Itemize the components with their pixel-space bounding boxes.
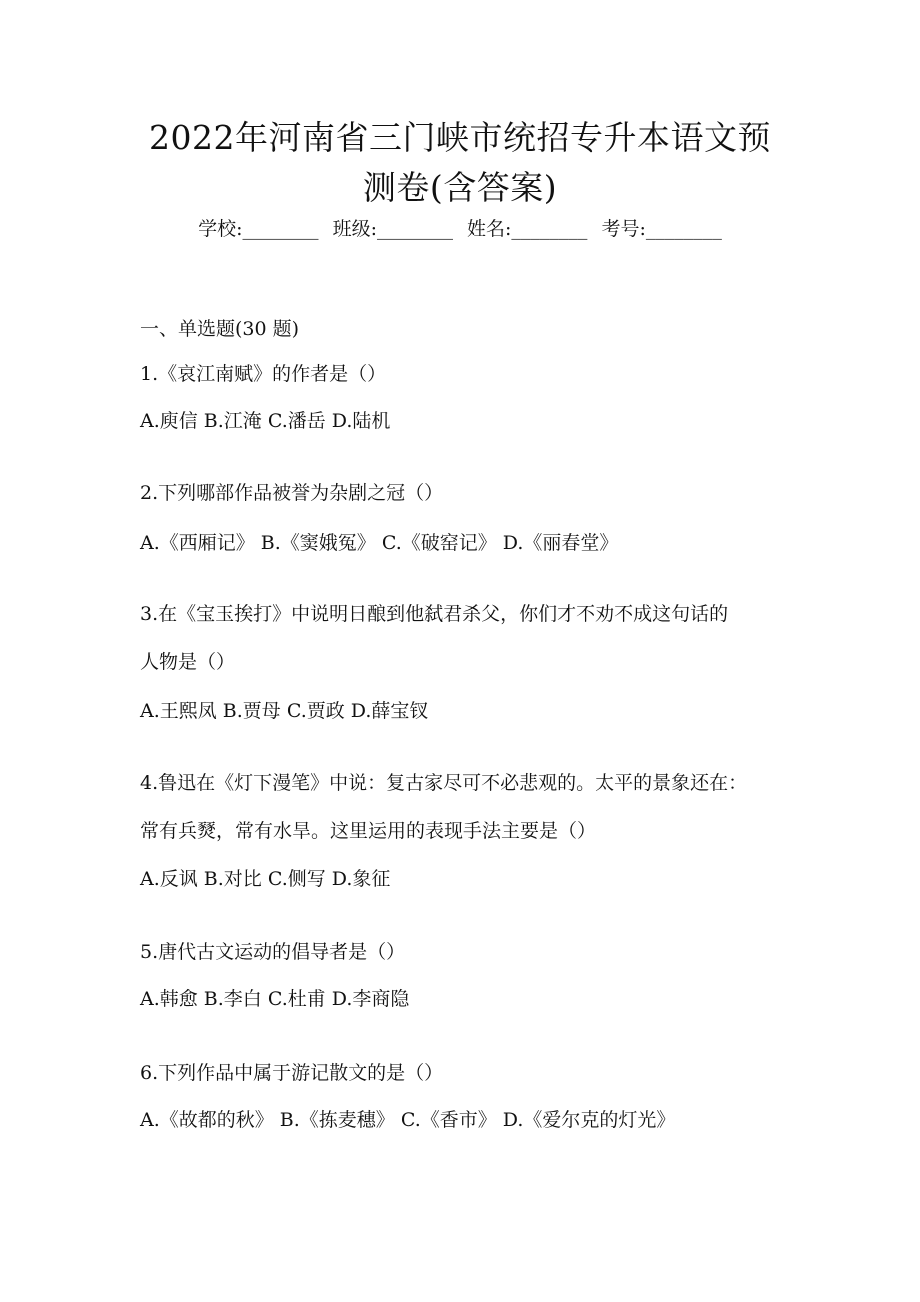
- question-3-options: A.王熙凤 B.贾母 C.贾政 D.薛宝钗: [140, 700, 429, 722]
- field-school: 学校:________: [198, 218, 319, 240]
- question-5-options: A.韩愈 B.李白 C.杜甫 D.李商隐: [140, 988, 410, 1010]
- field-name: 姓名:________: [467, 218, 588, 240]
- question-1-options: A.庾信 B.江淹 C.潘岳 D.陆机: [140, 410, 391, 432]
- title-line-2: 测卷(含答案): [362, 168, 558, 207]
- question-1-stem: 1.《哀江南赋》的作者是（）: [140, 363, 387, 385]
- student-info-fields: [0, 214, 920, 244]
- question-2-options: A.《西厢记》 B.《窦娥冤》 C.《破窑记》 D.《丽春堂》: [140, 532, 619, 554]
- question-4-options: A.反讽 B.对比 C.侧写 D.象征: [140, 868, 391, 890]
- question-4-stem-line-1: 4.鲁迅在《灯下漫笔》中说：复古家尽可不必悲观的。太平的景象还在：: [140, 772, 748, 794]
- question-6-stem: 6.下列作品中属于游记散文的是（）: [140, 1062, 444, 1084]
- question-6-options: A.《故都的秋》 B.《拣麦穗》 C.《香市》 D.《爱尔克的灯光》: [140, 1109, 676, 1131]
- question-3-stem-line-1: 3.在《宝玉挨打》中说明日酿到他弑君杀父，你们才不劝不成这句话的: [140, 603, 729, 625]
- title-line-1: 2022年河南省三门峡市统招专升本语文预: [149, 118, 771, 157]
- question-4-stem-line-2: 常有兵燹，常有水旱。这里运用的表现手法主要是（）: [140, 820, 597, 842]
- field-class: 班级:________: [332, 218, 453, 240]
- question-3-stem-line-2: 人物是（）: [140, 651, 236, 673]
- question-2-stem: 2.下列哪部作品被誉为杂剧之冠（）: [140, 482, 444, 504]
- field-exam-number: 考号:________: [601, 218, 722, 240]
- question-5-stem: 5.唐代古文运动的倡导者是（）: [140, 941, 406, 963]
- section-heading: 一、单选题(30 题): [140, 318, 300, 340]
